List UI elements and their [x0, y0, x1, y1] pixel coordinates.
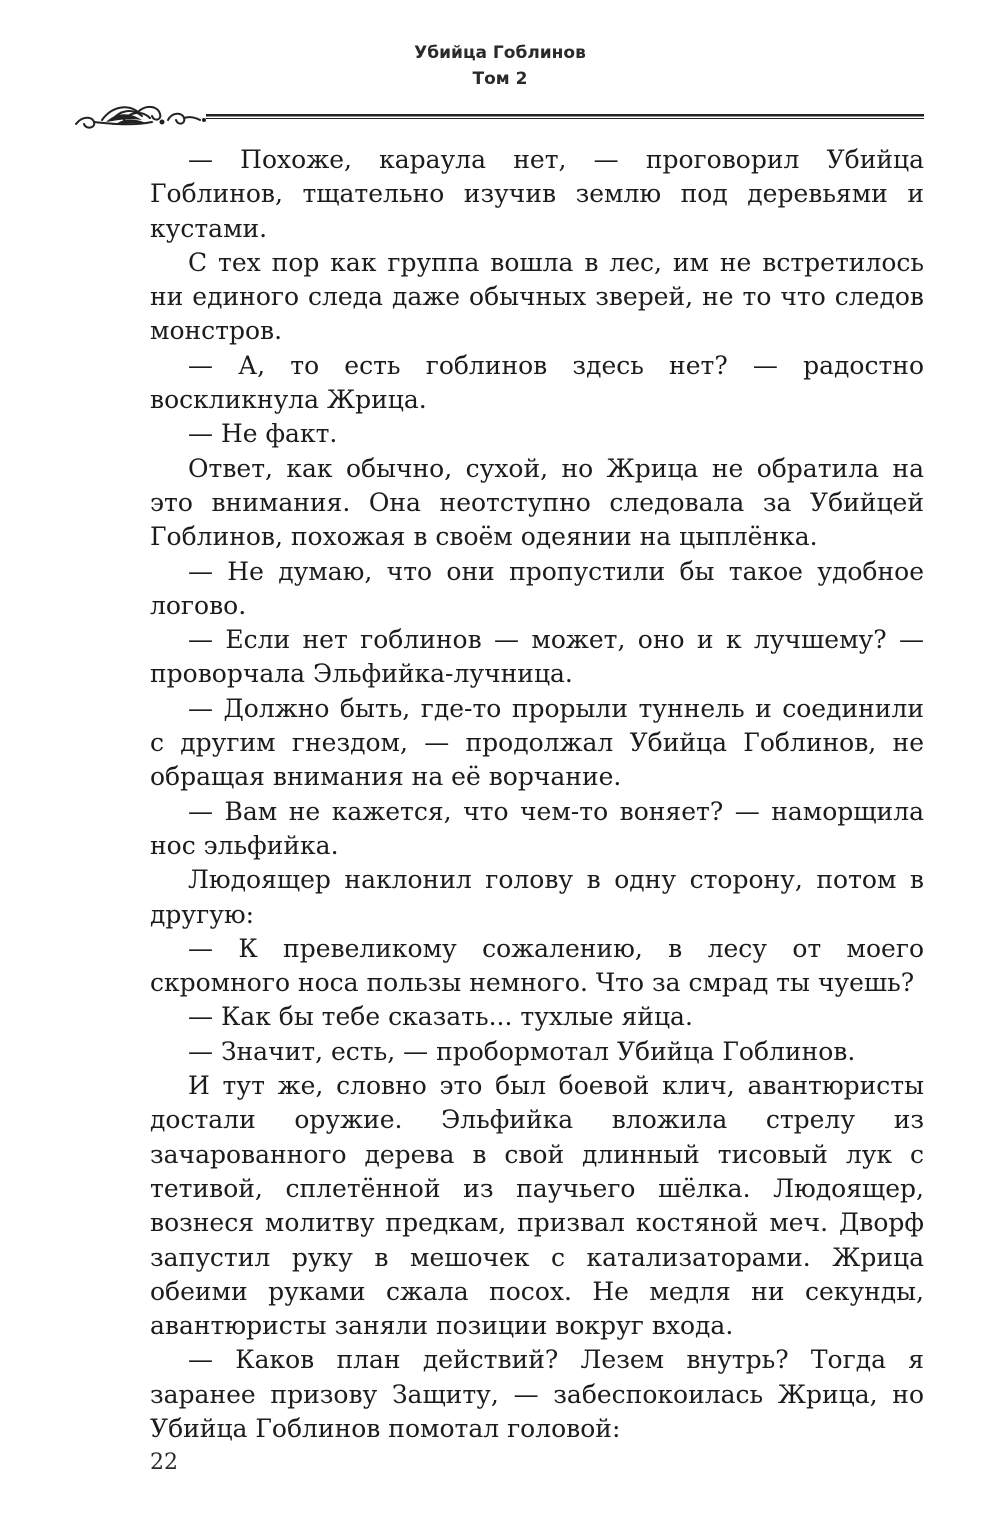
paragraph: — Похоже, караула нет, — проговорил Убийца Гоблинов, тщательно изучив землю под деревьями и кустами. — [150, 145, 924, 243]
paragraph: С тех пор как группа вошла в лес, им не встретилось ни единого следа даже обычных зверей, не то что следов монстров. — [150, 247, 924, 346]
series-title: Убийца Гоблинов — [414, 43, 586, 63]
paragraph: — Не факт. — [188, 419, 338, 449]
paragraph: Людоящер наклонил голову в одну сторону, потом в другую: — [150, 865, 924, 929]
paragraph: И тут же, словно это был боевой клич, авантюристы достали оружие. Эльфийка вложила стрелу из зачарованного дерева в свой длинный тисовый лук с тетивой, сплетённой из паучьего шёлка. Людоящер, вознеся молитву предкам, призвал костяной меч. Дворф запустил руку в мешочек с катализаторами. Жрица обеими руками сжала посох. Не медля ни секунды, авантюристы заняли позиции вокруг входа. — [150, 1071, 924, 1341]
paragraph: — Если нет гоблинов — может, оно и к лучшему? — проворчала Эльфийка-лучница. — [150, 625, 924, 689]
volume-label: Том 2 — [472, 69, 528, 89]
paragraph: — А, то есть гоблинов здесь нет? — радостно воскликнула Жрица. — [150, 350, 924, 415]
paragraph: Ответ, как обычно, сухой, но Жрица не обратила на это внимания. Она неотступно следовала за Убийцей Гоблинов, похожая в своём одеянии на цыплёнка. — [150, 453, 924, 552]
body-text — [150, 143, 924, 1446]
running-head — [0, 40, 1000, 92]
paragraph: — К превеликому сожалению, в лесу от моего скромного носа пользы немного. Что за смрад ты чуешь? — [150, 933, 924, 998]
paragraph: — Не думаю, что они пропустили бы такое удобное логово. — [150, 556, 924, 620]
paragraph: — Вам не кажется, что чем-то воняет? — наморщила нос эльфийка. — [150, 796, 924, 860]
paragraph: — Должно быть, где-то прорыли туннель и соединили с другим гнездом, — продолжал Убийца Гоблинов, не обращая внимания на её ворчание. — [150, 693, 924, 792]
paragraph: — Каков план действий? Лезем внутрь? Тогда я заранее призову Защиту, — забеспокоилась Жрица, но Убийца Гоблинов помотал головой: — [150, 1345, 924, 1443]
page-number: 22 — [150, 1450, 178, 1475]
paragraph: — Как бы тебе сказать... тухлые яйца. — [188, 1002, 693, 1032]
flourish-ornament-icon — [72, 98, 212, 134]
header-rule — [206, 114, 924, 120]
paragraph: — Значит, есть, — пробормотал Убийца Гоблинов. — [188, 1036, 856, 1066]
